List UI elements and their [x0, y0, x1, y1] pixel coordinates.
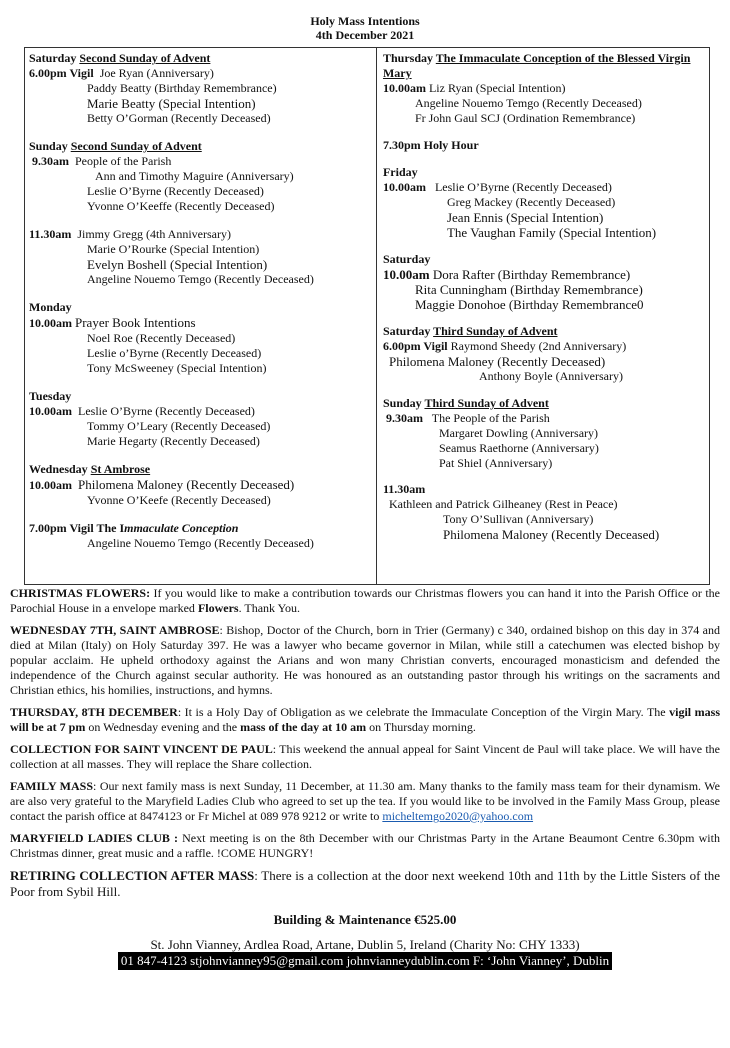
- intention: Leslie o’Byrne (Recently Deceased): [87, 346, 262, 360]
- intention: Leslie O’Byrne (Recently Deceased): [434, 180, 612, 194]
- notices: [10, 586, 720, 970]
- mass-time: 10.00am: [29, 316, 72, 330]
- intention: Leslie O’Byrne (Recently Deceased): [87, 184, 264, 198]
- intention: Kathleen and Patrick Gilheaney (Rest in Peace): [388, 497, 618, 511]
- notice-text: : There is a collection at the door next weekend 10th and 11th by the Little Sisters of the Poor from Sybil Hill.: [10, 868, 720, 899]
- mass-time: 11.30am: [382, 482, 426, 496]
- right-column: [377, 48, 709, 584]
- day-label: Saturday: [382, 252, 431, 266]
- intention: Evelyn Boshell (Special Intention): [87, 257, 268, 272]
- left-column: [25, 48, 377, 584]
- intention: Tony O’Sullivan (Anniversary): [442, 512, 594, 526]
- intention: Noel Roe (Recently Deceased): [87, 331, 236, 345]
- intention: Angeline Nouemo Temgo (Recently Deceased): [414, 96, 642, 110]
- vigil-block: [29, 521, 372, 551]
- retiring-collection-notice: [10, 868, 720, 900]
- mass-time: 10.00am: [382, 267, 430, 282]
- intention: Marie Hegarty (Recently Deceased): [87, 434, 260, 448]
- parish-address: St. John Vianney, Ardlea Road, Artane, Dublin 5, Ireland (Charity No: CHY 1333): [150, 937, 580, 952]
- intention: Angeline Nouemo Temgo (Recently Deceased): [87, 272, 314, 286]
- intention: Philomena Maloney (Recently Deceased): [388, 354, 606, 369]
- day-label: Saturday: [29, 51, 80, 65]
- notice-title: MARYFIELD LADIES CLUB :: [10, 831, 178, 845]
- notice-text: : This weekend the annual appeal for Saint Vincent de Paul will take place. We will have the collection at all masses. They will replace the Share collection.: [10, 742, 720, 771]
- intention: Prayer Book Intentions: [75, 315, 196, 330]
- notice-text: Next meeting is on the 8th December with our Christmas Party in the Artane Beaumont Centre 6.30pm with Christmas dinner, great music and a raffle. !COME HUNGRY!: [10, 831, 720, 860]
- feast-title: Third Sunday of Advent: [433, 324, 558, 338]
- day-label: Monday: [29, 300, 72, 314]
- intention: Liz Ryan (Special Intention): [428, 81, 566, 95]
- notice-text: . Thank You.: [238, 601, 301, 615]
- intention: Pat Shiel (Anniversary): [438, 456, 553, 470]
- intention: Leslie O’Byrne (Recently Deceased): [78, 404, 255, 418]
- saint-ambrose-notice: [10, 623, 720, 698]
- notice-title: COLLECTION FOR SAINT VINCENT DE PAUL: [10, 742, 273, 756]
- saturday-block: [29, 51, 372, 126]
- intention: Raymond Sheedy (2nd Anniversary): [450, 339, 627, 353]
- page-title: Holy Mass Intentions: [310, 14, 420, 28]
- notice-text: : It is a Holy Day of Obligation as we celebrate the Immaculate Conception of the Virgin Mary. The: [177, 705, 670, 719]
- intention: Philomena Maloney (Recently Deceased): [78, 477, 295, 492]
- third-sunday-vigil-block: [383, 324, 705, 384]
- notice-title: THURSDAY, 8TH DECEMBER: [10, 705, 178, 719]
- sunday-block: [29, 139, 372, 287]
- notice-text: on Thursday morning.: [366, 720, 476, 734]
- day-label: Friday: [382, 165, 418, 179]
- holy-hour: 7.30pm Holy Hour: [382, 138, 479, 152]
- mass-intentions-table: [24, 47, 710, 585]
- intention: Paddy Beatty (Birthday Remembrance): [87, 81, 277, 95]
- intention: Marie Beatty (Special Intention): [87, 96, 256, 111]
- mass-time: 6.00pm Vigil: [29, 66, 94, 80]
- svdp-collection-notice: [10, 742, 720, 772]
- saturday-right-block: [383, 252, 705, 312]
- intention: Angeline Nouemo Temgo (Recently Deceased): [87, 536, 314, 550]
- feast-title: The Immaculate Conception of the Blessed Virgin Mary: [382, 51, 691, 80]
- bulletin-header: [0, 0, 730, 42]
- mass-time: 6.00pm Vigil: [382, 339, 448, 353]
- intention: Yvonne O’Keefe (Recently Deceased): [87, 493, 271, 507]
- thursday-block: [383, 51, 705, 126]
- tuesday-block: [29, 389, 372, 449]
- vigil-heading-italic: mmaculate Conception: [124, 521, 239, 535]
- day-label: Saturday: [382, 324, 434, 338]
- intention: Rita Cunningham (Birthday Remembrance): [414, 282, 643, 297]
- mass-time: 10.00am: [382, 180, 426, 194]
- intention: Joe Ryan (Anniversary): [99, 66, 214, 80]
- intention: Maggie Donohoe (Birthday Remembrance0: [414, 297, 644, 312]
- feast-title: Third Sunday of Advent: [424, 396, 549, 410]
- building-maintenance-total: Building & Maintenance €525.00: [273, 912, 457, 927]
- family-mass-notice: [10, 779, 720, 824]
- intention: Ann and Timothy Maguire (Anniversary): [95, 169, 294, 183]
- mass-time: 10.00am: [29, 478, 72, 492]
- email-link[interactable]: micheltemgo2020@yahoo.com: [382, 809, 534, 823]
- day-label: Sunday: [29, 139, 71, 153]
- day-label: Wednesday: [29, 462, 91, 476]
- notice-title: CHRISTMAS FLOWERS:: [10, 586, 151, 600]
- feast-title: Second Sunday of Advent: [79, 51, 211, 65]
- notice-text: : Bishop, Doctor of the Church, born in Trier (Germany) c 340, ordained bishop on this day in 374 and died at Milan (Italy) on Holy Saturday 397. He was a lawyer who became governor in Milan, while still a catechumen was elected bishop by popular acclaim. He upheld orthodoxy against the Arians and won many Christian converts, encouraged monasticism and defended the independence of the Church against secular authority. He was honoured as an outstanding pastor through his writings on the sacraments and Christian ethics, his homilies, instructions, and hymns.: [10, 623, 720, 697]
- contact-bar: 01 847-4123 stjohnvianney95@gmail.com johnvianneydublin.com F: ‘John Vianney’, Dublin: [118, 952, 612, 970]
- intention: Dora Rafter (Birthday Remembrance): [432, 267, 631, 282]
- notice-text: on Wednesday evening and the: [85, 720, 241, 734]
- mass-time: 10.00am: [382, 81, 426, 95]
- intention: The People of the Parish: [431, 411, 550, 425]
- notice-emphasis: mass of the day at 10 am: [240, 720, 367, 734]
- notice-title: WEDNESDAY 7TH, SAINT AMBROSE: [10, 623, 220, 637]
- intention: Anthony Boyle (Anniversary): [478, 369, 623, 383]
- feast-title: St Ambrose: [90, 462, 151, 476]
- mass-time: 11.30am: [29, 227, 72, 241]
- immaculate-conception-notice: [10, 705, 720, 735]
- bulletin-date: 4th December 2021: [315, 28, 415, 42]
- intention: Betty O’Gorman (Recently Deceased): [87, 111, 271, 125]
- intention: Fr John Gaul SCJ (Ordination Remembrance): [414, 111, 636, 125]
- intention: Jean Ennis (Special Intention): [446, 210, 604, 225]
- intention: Marie O’Rourke (Special Intention): [87, 242, 260, 256]
- intention: People of the Parish: [75, 154, 172, 168]
- day-label: Sunday: [382, 396, 425, 410]
- feast-title: Second Sunday of Advent: [70, 139, 202, 153]
- notice-title: FAMILY MASS: [10, 779, 94, 793]
- wednesday-block: [29, 462, 372, 508]
- intention: Tommy O’Leary (Recently Deceased): [87, 419, 271, 433]
- monday-block: [29, 300, 372, 376]
- notice-title: RETIRING COLLECTION AFTER MASS: [10, 868, 255, 883]
- intention: The Vaughan Family (Special Intention): [446, 225, 657, 240]
- friday-block: [383, 165, 705, 240]
- christmas-flowers-notice: [10, 586, 720, 616]
- intention: Philomena Maloney (Recently Deceased): [442, 527, 660, 542]
- mass-time: 10.00am: [29, 404, 72, 418]
- intention: Greg Mackey (Recently Deceased): [446, 195, 616, 209]
- intention: Margaret Dowling (Anniversary): [438, 426, 599, 440]
- day-label: Thursday: [382, 51, 436, 65]
- notice-emphasis: Flowers: [197, 601, 239, 615]
- third-sunday-block: [383, 396, 705, 542]
- intention: Yvonne O’Keeffe (Recently Deceased): [87, 199, 275, 213]
- notice-emphasis: vigil mass will be at 7 pm: [10, 705, 720, 734]
- mass-time: 9.30am: [385, 411, 423, 425]
- holy-hour-block: [383, 138, 705, 153]
- vigil-heading: 7.00pm Vigil The I: [29, 521, 125, 535]
- notice-text: : Our next family mass is next Sunday, 11 December, at 11.30 am. Many thanks to the family mass team for their dynamism. We are also very grateful to the Maryfield Ladies Club who agreed to set up the tea. If you would like to be involved in the Family Mass Group, please contact the parish office at 8474123 or Fr Michel at 089 978 9212 or write to: [10, 779, 720, 823]
- notice-text: If you would like to make a contribution towards our Christmas flowers you can hand it into the Parish Office or the Parochial House in a envelope marked: [10, 586, 720, 615]
- intention: Jimmy Gregg (4th Anniversary): [77, 227, 231, 241]
- intention: Seamus Raethorne (Anniversary): [438, 441, 599, 455]
- mass-time: 9.30am: [32, 154, 69, 168]
- ladies-club-notice: [10, 831, 720, 861]
- day-label: Tuesday: [29, 389, 72, 403]
- intention: Tony McSweeney (Special Intention): [87, 361, 267, 375]
